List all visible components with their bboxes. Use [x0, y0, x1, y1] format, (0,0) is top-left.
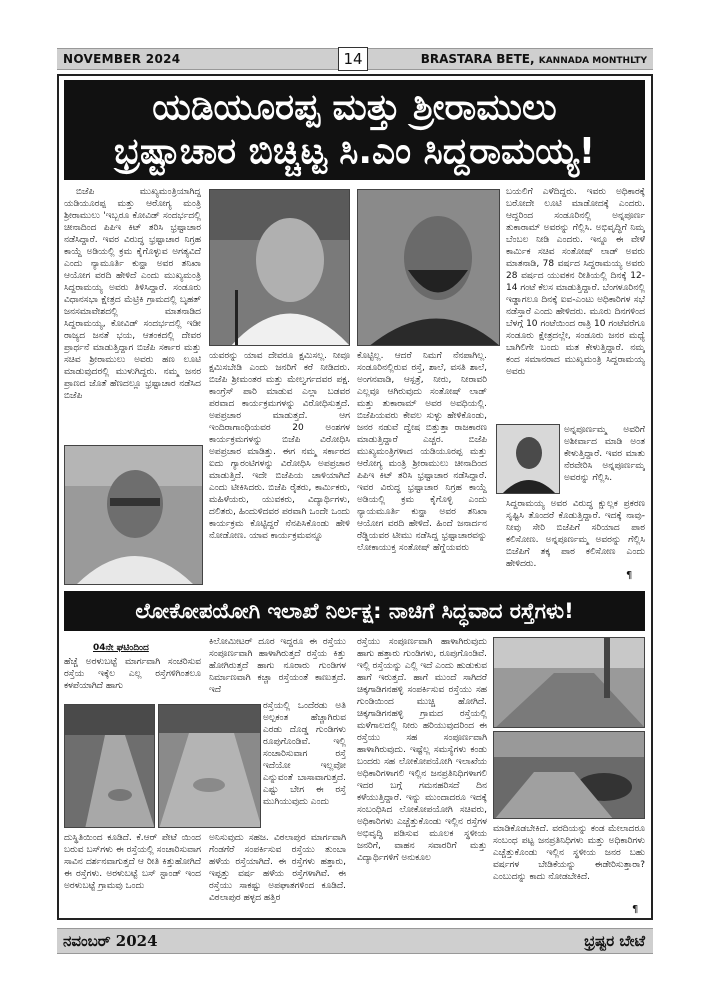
portrait-image — [65, 446, 203, 585]
bottom-footer-bar — [57, 928, 653, 954]
page-number: 14 — [338, 47, 368, 71]
road-image — [159, 705, 261, 828]
footer-publication: ಭ್ರಷ್ಟರ ಬೇಟೆ — [584, 932, 645, 950]
publication-title — [421, 52, 647, 66]
photo-sriramulu — [357, 189, 500, 346]
article1-column-4: ಬಯಲಿಗೆ ಎಳೆದಿದ್ದರು. ಇವರು ಅಧಿಕಾರಕ್ಕೆ ಬರೋದೇ ಲೂಟಿ ಮಾಡೋದಕ್ಕೆ ಎಂದರು. ಆದ್ದರಿಂದ ಸಂಡೂರಿನಲ್ಲಿ ಅನ್ನಪೂರ್ಣ ತುಕಾರಾಮ್ ಅವರನ್ನು ಗೆಲ್ಲಿಸಿ. ಅಭಿವೃದ್ಧಿಗೆ ನಿಮ್ಮ ಬೆಂಬಲ ನೀಡಿ ಎಂದರು. ಇನ್ನೂ ಈ ವೇಳೆ ಕಾರ್ಮಿಕ ಸಚಿವ ಸಂತೋಷ್ ಲಾಡ್ ಅವರು ಮಾತನಾಡಿ, 78 ವರ್ಷದ ಸಿದ್ದರಾಮಯ್ಯ ಅವರು 28 ವರ್ಷದ ಯುವಕನ ರೀತಿಯಲ್ಲಿ ದಿನಕ್ಕೆ 12-14 ಗಂಟೆ ಕೆಲಸ ಮಾಡುತ್ತಿದ್ದಾರೆ. ಬೆಂಗಳೂರಿನಲ್ಲಿ ಇಡ್ಡಾಗಲೂ ದಿನಕ್ಕೆ ಐವ-ಎಂಟು ಅಧಿಕಾರಿಗಳ ಸಭೆ ನಡೆಸ್ತಾರೆ ಎಂದು ಹೇಳಿದರು. ಮೂರು ದಿನಗಳಿಂದ ಬೆಳಗ್ಗೆ 10 ಗಂಟೆಯಿಂದ ರಾತ್ರಿ 10 ಗಂಟೆವರೆಗೂ ಸಂಡೂರು ಕ್ಷೇತ್ರದಲ್ಲೇ, ಸಂಡೂರು ಜನರ ಮಧ್ಯೆ ಬಾಗಿಲಿಗೇ ಬಂದು ಮತ ಕೇಳುತ್ತಿದ್ದಾರೆ. ನಮ್ಮ ಕಂದ ಸಮಾನರಾದ ಮುಖ್ಯಮಂತ್ರಿ ಸಿದ್ದರಾಮಯ್ಯ ಅವರು — [506, 187, 645, 377]
article1-column-4-end: ಸಿದ್ದರಾಮಯ್ಯ ಅವರ ವಿರುದ್ಧ ಕ್ಷುಲ್ಲಕ ಪ್ರಕರಣ ಸೃಷ್ಟಿಸಿ ತೊಂದರೆ ಕೊಡುತ್ತಿದ್ದಾರೆ. ಇದಕ್ಕೆ ನಾವು-ನೀವು ಸೇರಿ ಬಿಜೆಪಿಗೆ ಸರಿಯಾದ ಪಾಠ ಕಲಿಸೋಣ. ಅನ್ನಪೂರ್ಣಮ್ಮ ಅವರನ್ನು ಗೆಲ್ಲಿಸಿ ಬಿಜೆಪಿಗೆ ತಕ್ಕ ಪಾಠ ಕಲಿಸೋಣ ಎಂದು ಹೇಳಿದರು. — [506, 499, 645, 569]
road-image — [65, 705, 155, 828]
publication-subtitle: KANNADA MONTHLTY — [538, 56, 647, 66]
article2-column-1-cont: ದುಸ್ಥಿತಿಯಿಂದ ಕೂಡಿದೆ. ಕೆ.ಆರ್ ಪೇಟೆ ಯಿಂದ ಬರುವ ಬಸ್‌ಗಳು ಈ ರಸ್ತೆಯಲ್ಲಿ ಸಂಚಾರಿಸುವಾಗ ಸಾವಿನ ದರ್ಶನವಾಗುತ್ತದೆ ಆ ರೀತಿ ಕಿತ್ತುಹೋಗಿದೆ ಈ ರಸ್ತೆಗಳು. ಅರಳುಬಟ್ಟೆ ಬಸ್ ಸ್ಟಾಂಡ್ ಇಂದ ಅರಳುಬಟ್ಟೆ ಗ್ರಾಮವು ಒಂದು — [64, 833, 201, 891]
article1-headline — [64, 80, 645, 180]
article2-column-2: ಕಿಲೋಮೀಟರ್ ದೂರ ಇದ್ದರೂ ಈ ರಸ್ತೆಯು ಸಂಪೂರ್ಣವಾಗಿ ಹಾಳಾಗಿರುತ್ತದೆ ರಸ್ತೆಯ ಕಿತ್ತು ಹೋಗಿರುತ್ತದೆ ಹಾಗು ನೂರಾರು ಗುಂಡಿಗಳ ನಿರ್ಮಾಣವಾಗಿ ಕಚ್ಚಾ ರಸ್ತೆಯಂತೆ ಕಾಣುತ್ತದೆ. ಇದೆ — [209, 637, 346, 695]
headline-line-2: ಭ್ರಷ್ಟಾಚಾರ ಬಿಚ್ಚಿಟ್ಟ ಸಿ.ಎಂ ಸಿದ್ದರಾಮಯ್ಯ! — [113, 131, 596, 172]
road-image — [494, 732, 645, 819]
article2-column-2-cont: ಅನಿಸುವುದು ಸಹಜ. ವಿಠಲಾಪುರ ಮಾರ್ಗವಾಗಿ ಗೆಂಡಗೆರೆ ಸಂಪರ್ಕಿಸುವ ರಸ್ತೆಯು ತುಂಬಾ ಹಳೆಯ ರಸ್ತೆಯಾಗಿದೆ. ಈ ರಸ್ತೆಗಳು ಹತ್ತಾರು, ಇಪ್ಪತ್ತು ವರ್ಷ ಹಳೆಯ ರಸ್ತೆಗಳಾಗಿವೆ. ಈ ರಸ್ತೆಯು ಸಾಕಷ್ಟು ಅಪಘಾತಗಳಿಂದ ಕೂಡಿದೆ. ವಿಠಲಾಪುರ ಹಳ್ಳದ ಹತ್ತಿರ — [209, 833, 346, 903]
photo-siddaramaiah — [64, 445, 203, 585]
footer-month: ನವಂಬರ್ 2024 — [63, 932, 158, 950]
issue-month: NOVEMBER 2024 — [63, 52, 181, 66]
publication-name: BRASTARA BETE, — [420, 52, 535, 66]
article1-end-mark: ¶ — [626, 570, 633, 581]
article2-column-3: ರಸ್ತೆಯು ಸಂಪೂರ್ಣವಾಗಿ ಹಾಳಾಗಿರುವುದು ಹಾಗು ಹತ್ತಾರು ಗುಂಡಿಗಳು, ರೂಪುಗೊಂಡಿವೆ. ಇಲ್ಲಿ ರಸ್ತೆಯನ್ನು ಎಲ್ಲಿ ಇದೆ ಎಂದು ಹುಡುಕುವ ಹಾಗೆ ಇರುತ್ತದೆ. ಹಾಗೆ ಮುಂದೆ ಸಾಗಿದರೆ ಚಿಕ್ಕಗಾಡಿಗನಹಳ್ಳಿ ಸಂಪರ್ಕಿಸುವ ರಸ್ತೆಯು ಸಹ ಗುಂಡಿಯಿಂದ ಮುಚ್ಚಿ ಹೋಗಿದೆ. ಚಿಕ್ಕಗಾಡಿಗನಹಳ್ಳಿ ಗ್ರಾಮದ ರಸ್ತೆಯಲ್ಲಿ ಮಳೆಗಾಲದಲ್ಲಿ ನೀರು ಹರಿಯುವುದರಿಂದ ಈ ರಸ್ತೆಯು ಸಹ ಸಂಪೂರ್ಣವಾಗಿ ಹಾಳಾಗಿರುವುದು. ಇಷ್ಟೆಲ್ಲ ಸಮಸ್ಯೆಗಳು ಕಂಡು ಬಂದರು ಸಹ ಲೋಕೋಪಯೋಗಿ ಇಲಾಖೆಯ ಅಧಿಕಾರಿಗಳಾಗಲಿ ಇಲ್ಲಿನ ಜನಪ್ರತಿನಿಧಿಗಳಾಗಲಿ ಇದರ ಬಗ್ಗೆ ಗಮನಹರಿಸದೆ ದಿನ ಕಳೆಯುತ್ತಿದ್ದಾರೆ. ಇನ್ನು ಮುಂದಾದರೂ ಇದಕ್ಕೆ ಸಂಬಂಧಿಸಿದ ಲೋಕೋಪಯೋಗಿ ಸಚಿವರು, ಅಧಿಕಾರಿಗಳು ಎಚ್ಚೆತ್ತುಕೊಂಡು ಇಲ್ಲಿನ ರಸ್ತೆಗಳ ಅಭಿವೃದ್ಧಿ ಪಡಿಸುವ ಮೂಲಕ ಸ್ಥಳೀಯ ಜನರಿಗೆ, ವಾಹನ ಸವಾರರಿಗೆ ಮತ್ತು ವಿದ್ಯಾರ್ಥಿಗಳಿಗೆ ಅನುಕೂಲ — [357, 637, 487, 863]
article2-column-4: ಮಾಡಿಕೊಡಬೇಕಿದೆ. ವರದಿಯನ್ನು ಕಂಡ ಮೇಲಾದರೂ ಸಂಬಂಧ ಪಟ್ಟ ಜನಪ್ರತಿನಿಧಿಗಳು ಮತ್ತು ಅಧಿಕಾರಿಗಳು ಎಚ್ಚೆತ್ತುಕೊಂಡು ಇಲ್ಲಿನ ಸ್ಥಳೀಯ ಜನರ ಬಹು ವರ್ಷಗಳ ಬೇಡಿಕೆಯನ್ನು ಈಡೇರಿಸುತ್ತಾರಾ? ಎಂಬುದನ್ನು ಕಾದು ನೋಡಬೇಕಿದೆ. — [493, 824, 645, 882]
portrait-image — [210, 190, 350, 346]
road-image — [494, 638, 645, 728]
photo-santosh-lad — [496, 424, 560, 494]
article2-dateline: 04ನೇ ಘಟಿಂದಿಂದ — [93, 643, 149, 653]
article1-column-4-side: ಅನ್ನಪೂರ್ಣಮ್ಮ ಅವರಿಗೆ ಅಶೀರ್ವಾದ ಮಾಡಿ ಅಂತ ಕೇಳುತ್ತಿದ್ದಾರೆ. ಇವರ ಮಾತು ನೆರವೇರಿಸಿ ಅನ್ನಪೂರ್ಣಮ್ಮ ಅವರನ್ನು ಗೆಲ್ಲಿಸಿ. — [564, 425, 645, 483]
headline-line-1: ಯಡಿಯೂರಪ್ಪ ಮತ್ತು ಶ್ರೀರಾಮುಲು — [152, 87, 557, 128]
article1-column-2: ಯವರನ್ನು ಯಾವ ದೇವರೂ ಕ್ಷಮಿಸಲ್ಲ. ನೀವೂ ಕ್ಷಮಿಸಬೇಡಿ ಎಂದು ಜನರಿಗೆ ಕರೆ ನೀಡಿದರು. ಬಿಜೆಪಿ ಶ್ರೀಮಂತರ ಮತ್ತು ಮೇಲ್ವರ್ಗದವರ ಪಕ್ಷ. ಕಾಂಗ್ರೆಸ್ ಪಾರಿ ಮಾಡುವ ಎಲ್ಲಾ ಬಡವರ ಪರವಾದ ಕಾರ್ಯಕ್ರಮಗಳನ್ನು ವಿರೋಧಿಸುತ್ತದೆ. ಅಪಪ್ರಚಾರ ಮಾಡುತ್ತದೆ. ಆಗ ಇಂದಿರಾಗಾಂಧಿಯವರ 20 ಅಂಶಗಳ ಕಾರ್ಯಕ್ರಮಗಳನ್ನು ಬಿಜೆಪಿ ವಿರೋಧಿಸಿ ಅಪಪ್ರಚಾರ ಮಾಡಿತ್ತು. ಈಗ ನಮ್ಮ ಸರ್ಕಾರದ ಐದು ಗ್ಯಾರಂಟಿಗಳನ್ನು ವಿರೋಧಿಸಿ ಅಪಪ್ರಚಾರ ಮಾಡುತ್ತಿದೆ. ಇದೇ ಬಿಜೆಪಿಯ ಚಾಳಿಯಾಗಿದೆ ಎಂದು ಟೀಕಿಸಿದರು. ಬಿಜೆಪಿ ರೈತರು, ಕಾರ್ಮಿಕರು, ಮಹಿಳೆಯರು, ಯುವಕರು, ವಿದ್ಯಾರ್ಥಿಗಳು, ದಲಿತರು, ಹಿಂದುಳಿದವರ ಪರವಾಗಿ ಒಂದೇ ಒಂದು ಕಾರ್ಯಕ್ರಮ ಕೊಟ್ಟಿದ್ದರೆ ನೆನಪಿಸಿಕೊಂಡು ಹೇಳಿ ನೋಡೋಣ. ಯಾವ ಕಾರ್ಯಕ್ರಮವನ್ನೂ — [209, 351, 350, 541]
photo-damaged-road-3 — [493, 637, 645, 728]
photo-damaged-road-4 — [493, 731, 645, 819]
photo-damaged-road-1 — [64, 704, 155, 828]
article1-column-3: ಕೊಟ್ಟಿಲ್ಲ. ಆದರೆ ನಿಮಗೆ ನೆನಪಾಗಿಲ್ಲ. ಸಂಡೂರಿನಲ್ಲಿರುವ ರಸ್ತೆ, ಶಾಲೆ, ವಸತಿ ಶಾಲೆ, ಅಂಗನವಾಡಿ, ಆಸ್ಪತ್ರೆ, ನೀರು, ನೀರಾವರಿ ಎಲ್ಲವೂ ಆಗಿರುವುದು ಸಂತೋಷ್ ಲಾಡ್ ಮತ್ತು ತುಕಾರಾಮ್ ಅವರ ಅವಧಿಯಲ್ಲಿ. ಬಿಜೆಪಿಯವರು ಕೇವಲ ಸುಳ್ಳು ಹೇಳಿಕೊಂಡು, ಜನರ ನಡುವೆ ದ್ವೇಷ ಬಿತ್ತುತ್ತಾ ರಾಜಕಾರಣ ಮಾಡುತ್ತಿದ್ದಾರೆ ಎಚ್ಚರ. ಬಿಜೆಪಿ ಮುಖ್ಯಮಂತ್ರಿಗಳಾದ ಯಡಿಯೂರಪ್ಪ ಮತ್ತು ಆರೋಗ್ಯ ಮಂತ್ರಿ ಶ್ರೀರಾಮುಲು ಚೀನಾದಿಂದ ಪಿಪಿಇ ಕಿಟ್ ತರಿಸಿ ಭ್ರಷ್ಟಾಚಾರ ನಡೆಸಿದ್ದಾರೆ. ಇವರ ವಿರುದ್ಧ ಭ್ರಷ್ಟಾಚಾರ ನಿಗ್ರಹ ಕಾಯ್ದೆ ಅಡಿಯಲ್ಲಿ ಕ್ರಮ ಕೈಗೊಳ್ಳಿ ಎಂದು ನ್ಯಾಯಮೂರ್ತಿ ಕುನ್ಹಾ ಅವರ ತನಿಖಾ ಆಯೋಗ ವರದಿ ಹೇಳಿದೆ. ಹಿಂದೆ ಜನಾರ್ದನ ರೆಡ್ಡಿಯವರ ಟೀಮು ನಡೆಸಿದ್ದ ಭ್ರಷ್ಟಾಚಾರವನ್ನು ಲೋಕಾಯುಕ್ತ ಸಂತೋಷ್ ಹೆಗ್ಡೆಯವರು — [357, 351, 487, 553]
article2-end-mark: ¶ — [632, 904, 639, 915]
article2-headline: ಲೋಕೋಪಯೋಗಿ ಇಲಾಖೆ ನಿರ್ಲಕ್ಷ: ನಾಚಿಗೆ ಸಿದ್ಧವಾದ ರಸ್ತೆಗಳು! — [64, 591, 645, 631]
article2-column-1: ಹೆಚ್ಚೆ ಅರಳುಬಟ್ಟೆ ಮಾರ್ಗವಾಗಿ ಸಂಚರಿಸುವ ರಸ್ತೆಯ ಇಕ್ಕೆಲ ಎಲ್ಲ ರಸ್ತೆಗಳಿಗಿಂತಲೂ ಕಳಪೆಯಾಗಿದೆ ಹಾಗು — [64, 657, 201, 691]
photo-yediyurappa — [209, 189, 350, 346]
photo-damaged-road-2 — [158, 704, 261, 828]
portrait-image — [497, 425, 560, 494]
article1-column-1: ಬಿಜೆಪಿ ಮುಖ್ಯಮಂತ್ರಿಯಾಗಿದ್ದ ಯಡಿಯೂರಪ್ಪ ಮತ್ತು ಆರೋಗ್ಯ ಮಂತ್ರಿ ಶ್ರೀರಾಮುಲು 'ಇಬ್ಬರೂ ಕೋವಿಡ್ ಸಂದರ್ಭದಲ್ಲಿ ಚೀನಾದಿಂದ ಪಿಪಿಇ ಕಿಟ್ ತರಿಸಿ ಭ್ರಷ್ಟಾಚಾರ ನಡೆಸಿದ್ದಾರೆ. ಇವರ ವಿರುದ್ಧ ಭ್ರಷ್ಟಾಚಾರ ನಿಗ್ರಹ ಕಾಯ್ದೆ ಅಡಿಯಲ್ಲಿ ಕ್ರಮ ಕೈಗೊಳ್ಳುವ ಅಗತ್ಯವಿದೆ ಎಂದು ನ್ಯಾಮೂರ್ತಿ ಕುನ್ಹಾ ಅವರ ತನಿಖಾ ಆಯೋಗ ವರದಿ ಹೇಳಿದೆ ಎಂದು ಮುಖ್ಯಮಂತ್ರಿ ಸಿದ್ದರಾಮಯ್ಯ ಅವರು ತಿಳಿಸಿದ್ದಾರೆ. ಸಂಡೂರು ವಿಧಾನಸಭಾ ಕ್ಷೇತ್ರದ ಮೆಟ್ರಿಕಿ ಗ್ರಾಮದಲ್ಲಿ ಬೃಹತ್ ಜನಸಮಾವೇಶದಲ್ಲಿ ಮಾತನಾಡಿದ ಸಿದ್ದರಾಮಯ್ಯ, ಕೋವಿಡ್ ಸಂದರ್ಭದಲ್ಲಿ ಇಡೀ ರಾಜ್ಯದ ಜನತೆ ಭಯ, ಆತಂಕದಲ್ಲಿ ದೇವರ ಪ್ರಾರ್ಥನೆ ಮಾಡುತ್ತಿದ್ದಾಗ ಬಿಜೆಪಿ ಸರ್ಕಾರ ಮತ್ತು ಸಚಿವ ಶ್ರೀರಾಮುಲು ಅವರು ಹಣ ಲೂಟಿ ಮಾಡುವುದರಲ್ಲಿ ಮುಳುಗಿದ್ದರು. ನಮ್ಮ ಜನರ ಪ್ರಾಣದ ಜೊತೆ ಹೆಣದಲ್ಲೂ ಭ್ರಷ್ಟಾಚಾರ ನಡೆಸಿದ ಬಿಜೆಪಿ — [64, 187, 201, 401]
portrait-image — [358, 190, 500, 346]
article2-column-2-side: ರಸ್ತೆಯಲ್ಲಿ ಒಂದೆರಡು ಅತಿ ಅಲ್ಪಕಂತ ಹೆಚ್ಚಾಗಿರುವ ಎರಡು ದೊಡ್ಡ ಗುಂಡಿಗಳು ರೂಪುಗೊಂಡಿವೆ. ಇಲ್ಲಿ ಸಂಚಾರಿಸುವಾಗ ರಸ್ತೆ ಇದೆಯೋ ಇಲ್ಲವೋ ಎನ್ನುವಂತೆ ಬಾಸಾವಾಗುತ್ತದೆ. ಎಷ್ಟು ಬೇಗ ಈ ರಸ್ತೆ ಮುಗಿಯುವುದು ಎಂದು — [263, 701, 346, 807]
